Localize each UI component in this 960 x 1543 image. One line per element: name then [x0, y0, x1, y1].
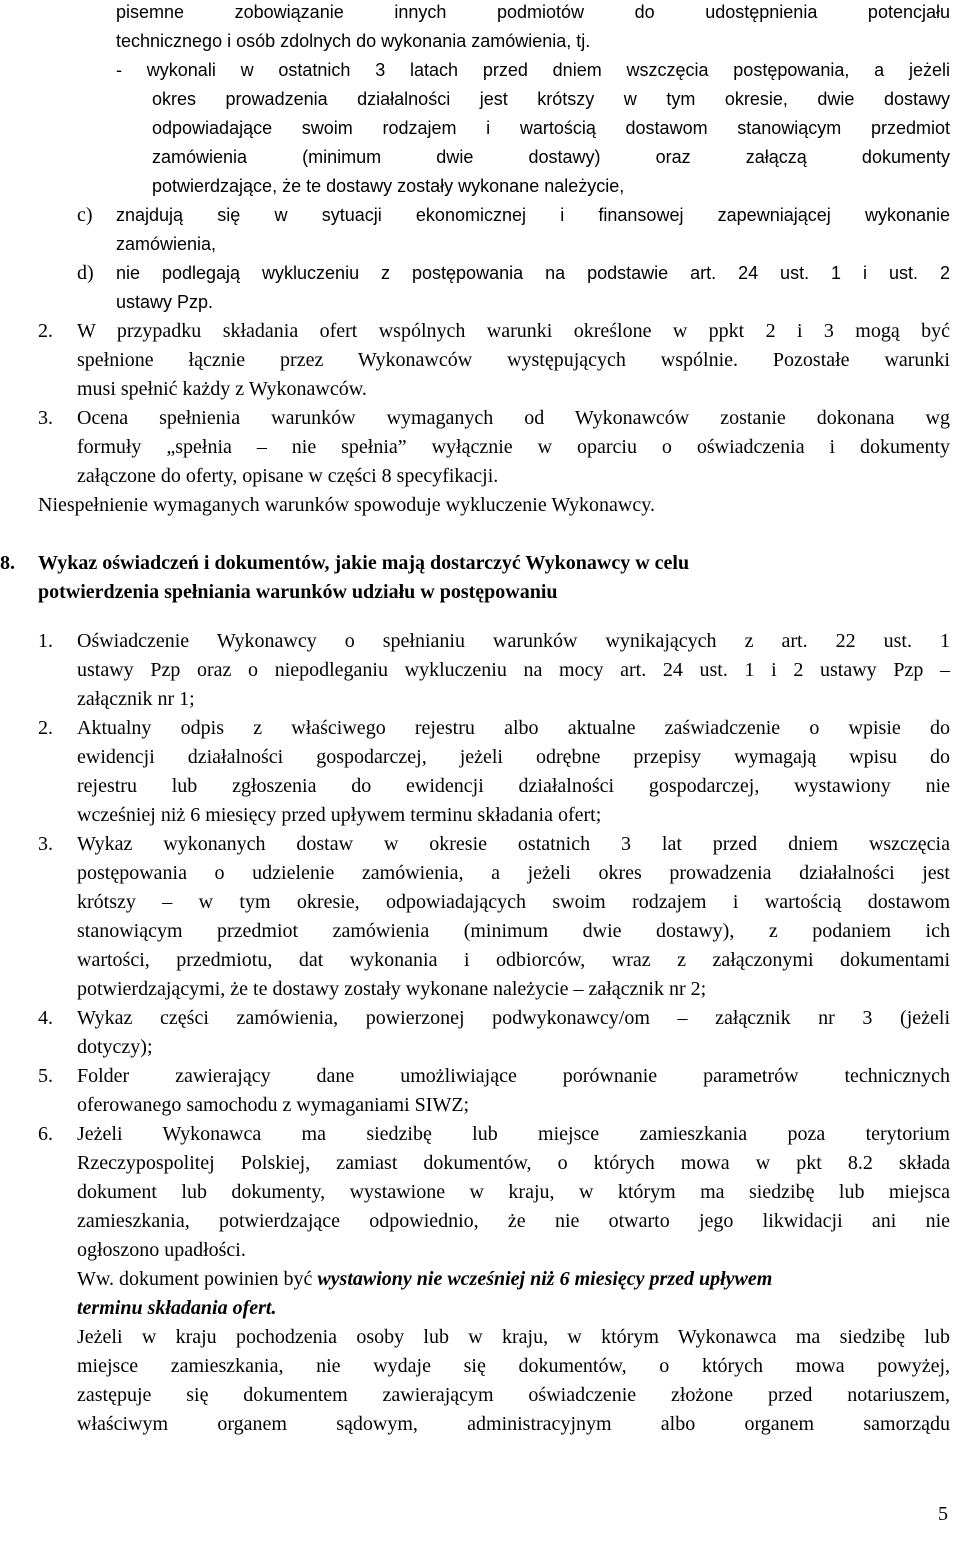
- note-emphasis: wystawiony nie wcześniej niż 6 miesięcy przed upływem: [317, 1268, 773, 1290]
- text-line: oferowanego samochodu z wymaganiami SIWZ;: [77, 1094, 470, 1116]
- text-line: znajdują się w sytuacji ekonomicznej i finansowej zapewniającej wykonanie: [116, 205, 950, 225]
- list-number: 1.: [38, 630, 53, 652]
- list-number: 4.: [38, 1007, 53, 1029]
- text-line: zamówienia (minimum dwie dostawy) oraz załączą dokumenty: [152, 147, 950, 167]
- text-line: zastępuje się dokumentem zawierającym oświadczenie złożone przed notariuszem,: [77, 1384, 950, 1406]
- list-number: 6.: [38, 1123, 53, 1145]
- text-line: technicznego i osób zdolnych do wykonania zamówienia, tj.: [116, 31, 591, 51]
- text-line: Wykaz części zamówienia, powierzonej podwykonawcy/om – załącznik nr 3 (jeżeli: [77, 1007, 950, 1029]
- text-line: miejsce zamieszkania, nie wydaje się dokumentów, o których mowa powyżej,: [77, 1355, 950, 1377]
- text-line: - wykonali w ostatnich 3 latach przed dniem wszczęcia postępowania, a jeżeli: [116, 60, 950, 80]
- section-number: 8.: [0, 552, 15, 574]
- text-line: formuły „spełnia – nie spełnia” wyłącznie w oparciu o oświadczenia i dokumenty: [77, 436, 950, 458]
- text-line: postępowania o udzielenie zamówienia, a jeżeli okres prowadzenia działalności jest: [77, 862, 950, 884]
- text-line: odpowiadające swoim rodzajem i wartością dostawom stanowiącym przedmiot: [152, 118, 950, 138]
- text-line: ogłoszono upadłości.: [77, 1239, 246, 1261]
- text-line: Wykaz wykonanych dostaw w okresie ostatnich 3 lat przed dniem wszczęcia: [77, 833, 950, 855]
- section-heading: potwierdzenia spełniania warunków udziału w postępowaniu: [38, 581, 558, 603]
- text-line: W przypadku składania ofert wspólnych warunki określone w ppkt 2 i 3 mogą być: [77, 320, 950, 342]
- paragraph-number: 2.: [38, 320, 53, 342]
- text-line: dokument lub dokumenty, wystawione w kraju, w którym ma siedzibę lub miejsca: [77, 1181, 950, 1203]
- text-line: okres prowadzenia działalności jest krótszy w tym okresie, dwie dostawy: [152, 89, 950, 109]
- text-line: zamówienia,: [116, 234, 217, 254]
- text-line: wartości, przedmiotu, dat wykonania i odbiorców, wraz z załączonymi dokumentami: [77, 949, 950, 971]
- text-line: spełnione łącznie przez Wykonawców występujących wspólnie. Pozostałe warunki: [77, 349, 950, 371]
- closing-line: Niespełnienie wymaganych warunków spowoduje wykluczenie Wykonawcy.: [38, 494, 655, 516]
- text-line: Rzeczypospolitej Polskiej, zamiast dokumentów, o których mowa w pkt 8.2 składa: [77, 1152, 950, 1174]
- text-line: zamieszkania, potwierdzające odpowiednio, że nie otwarto jego likwidacji ani nie: [77, 1210, 950, 1232]
- text-line: Aktualny odpis z właściwego rejestru albo aktualne zaświadczenie o wpisie do: [77, 717, 950, 739]
- text-line: potwierdzające, że te dostawy zostały wykonane należycie,: [152, 176, 625, 196]
- text-line: potwierdzającymi, że te dostawy zostały wykonane należycie – załącznik nr 2;: [77, 978, 707, 1000]
- section-heading: Wykaz oświadczeń i dokumentów, jakie mają dostarczyć Wykonawcy w celu: [38, 552, 690, 574]
- text-line: ustawy Pzp oraz o niepodleganiu wykluczeniu na mocy art. 24 ust. 1 i 2 ustawy Pzp –: [77, 659, 950, 681]
- text-line: Folder zawierający dane umożliwiające porównanie parametrów technicznych: [77, 1065, 950, 1087]
- text-line: załączone do oferty, opisane w części 8 specyfikacji.: [77, 465, 499, 487]
- note-line: [77, 1267, 772, 1291]
- paragraph-number: 3.: [38, 407, 53, 429]
- text-line: pisemne zobowiązanie innych podmiotów do udostępnienia potencjału: [116, 2, 950, 22]
- list-marker: c): [77, 204, 93, 226]
- list-number: 5.: [38, 1065, 53, 1087]
- text-line: musi spełnić każdy z Wykonawców.: [77, 378, 367, 400]
- text-line: Jeżeli Wykonawca ma siedzibę lub miejsce zamieszkania poza terytorium: [77, 1123, 950, 1145]
- list-marker: d): [77, 262, 94, 284]
- list-number: 3.: [38, 833, 53, 855]
- text-line: ustawy Pzp.: [116, 292, 214, 312]
- note-emphasis: terminu składania ofert.: [77, 1297, 277, 1319]
- note-text: Ww. dokument powinien być: [77, 1268, 318, 1290]
- text-line: Jeżeli w kraju pochodzenia osoby lub w kraju, w którym Wykonawca ma siedzibę lub: [77, 1326, 950, 1348]
- text-line: stanowiącym przedmiot zamówienia (minimum dwie dostawy), z podaniem ich: [77, 920, 950, 942]
- text-line: załącznik nr 1;: [77, 688, 195, 710]
- list-number: 2.: [38, 717, 53, 739]
- text-line: Ocena spełnienia warunków wymaganych od Wykonawców zostanie dokonana wg: [77, 407, 950, 429]
- text-line: krótszy – w tym okresie, odpowiadających swoim rodzajem i wartością dostawom: [77, 891, 950, 913]
- text-line: dotyczy);: [77, 1036, 153, 1058]
- text-line: Oświadczenie Wykonawcy o spełnianiu warunków wynikających z art. 22 ust. 1: [77, 630, 950, 652]
- text-line: właściwym organem sądowym, administracyjnym albo organem samorządu: [77, 1413, 950, 1435]
- page-number: 5: [938, 1503, 948, 1525]
- text-line: rejestru lub zgłoszenia do ewidencji działalności gospodarczej, wystawiony nie: [77, 775, 950, 797]
- text-line: ewidencji działalności gospodarczej, jeżeli odrębne przepisy wymagają wpisu do: [77, 746, 950, 768]
- text-line: nie podlegają wykluczeniu z postępowania na podstawie art. 24 ust. 1 i ust. 2: [116, 263, 950, 283]
- text-line: wcześniej niż 6 miesięcy przed upływem terminu składania ofert;: [77, 804, 602, 826]
